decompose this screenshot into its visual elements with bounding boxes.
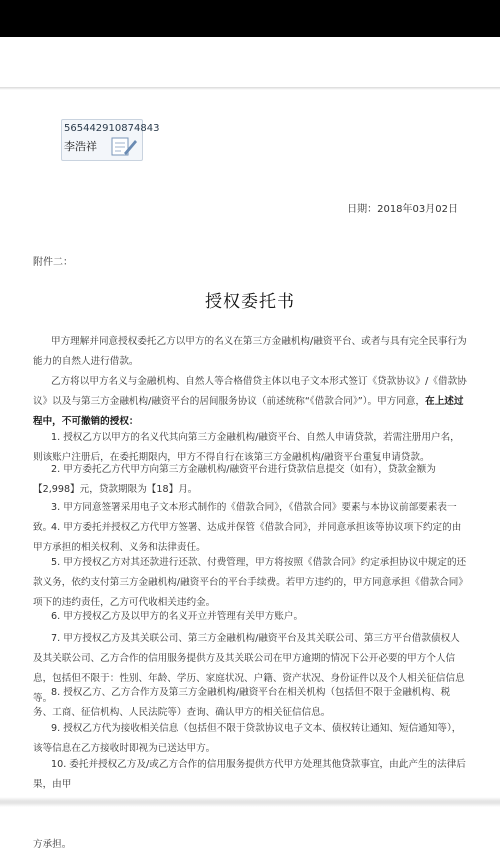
clause-1: 1. 授权乙方以甲方的名义代其向第三方金融机构/融资平台、自然人申请贷款，若需注册用户名，则该账户注册后，在委托期限内，甲方不得自行在该第三方金融机构/融资平台重复申请贷款。 xyxy=(33,432,460,463)
clause-9: 9. 授权乙方代为接收相关信息（包括但不限于贷款协议电子文本、债权转让通知、短信通知等），该等信息在乙方接收时即视为已送达甲方。 xyxy=(33,723,462,754)
continuation-text: 方承担。 xyxy=(33,839,72,850)
authorization-emphasis: 在上述过程中，不可撤销的授权： xyxy=(33,396,464,427)
clause-7: 7. 甲方授权乙方及其关联公司、第三方金融机构/融资平台及其关联公司、第三方平台借款债权人及其关联公司、乙方合作的信用服务提供方及其关联公司在甲方逾期的情况下公开必要的甲方个人信息，包括但不限于：性别、年龄、学历、家庭状况、户籍、资产状况、身份证件以及个人相关征信信息等。 xyxy=(33,633,465,704)
clause-2: 2. 甲方委托乙方代甲方向第三方金融机构/融资平台进行贷款信息提交（如有），贷款金额为【2,998】元，贷款期限为【18】月。 xyxy=(33,464,436,495)
document-title: 授权委托书 xyxy=(205,292,295,312)
attachment-label: 附件二： xyxy=(33,257,73,268)
top-black-bar xyxy=(0,0,500,37)
signature-number: 565442910874843 xyxy=(64,123,160,134)
authorization-text: 乙方将以甲方名义与金融机构、自然人等合格借贷主体以电子文本形式签订《贷款协议》/《借款协议》以及与第三方金融机构/融资平台的居间服务协议（前述统称“《借款合同》”）。甲方同意， xyxy=(33,376,467,407)
clause-6: 6. 甲方授权乙方及以甲方的名义开立并管理有关甲方账户。 xyxy=(51,611,304,622)
authorization-paragraph xyxy=(33,372,469,432)
pen-signature-icon xyxy=(108,135,138,161)
signature-name: 李浩祥 xyxy=(64,140,97,153)
signature-stamp xyxy=(61,119,160,161)
document-date: 日期：2018年03月02日 xyxy=(347,204,458,215)
clause-10: 10. 委托并授权乙方及/或乙方合作的信用服务提供方代甲方处理其他贷款事宜，由此产生的法律后果，由甲 xyxy=(33,759,466,790)
clause-3: 3. 甲方同意签署采用电子文本形式制作的《借款合同》，《借款合同》要素与本协议前部要素表一致。 xyxy=(33,502,457,533)
page-top-edge xyxy=(0,87,500,90)
page-break xyxy=(0,797,500,807)
clause-8: 8. 授权乙方、乙方合作方及第三方金融机构/融资平台在相关机构（包括但不限于金融机构、税务、工商、征信机构、人民法院等）查询、确认甲方的相关征信信息。 xyxy=(33,687,451,718)
intro-paragraph: 甲方理解并同意授权委托乙方以甲方的名义在第三方金融机构/融资平台、或者与具有完全民事行为能力的自然人进行借款。 xyxy=(33,336,467,367)
clause-5: 5. 甲方授权乙方对其还款进行还款、付费管理，甲方将按照《借款合同》约定承担协议中规定的还款义务，依约支付第三方金融机构/融资平台的平台手续费。若甲方违约的，甲方同意承担《借款合同》项下的违约责任，乙方可代收相关违约金。 xyxy=(33,557,468,608)
clause-4: 4. 甲方委托并授权乙方代甲方签署、达成并保管《借款合同》，并同意承担该等协议项下约定的由甲方承担的相关权利、义务和法律责任。 xyxy=(33,522,462,553)
